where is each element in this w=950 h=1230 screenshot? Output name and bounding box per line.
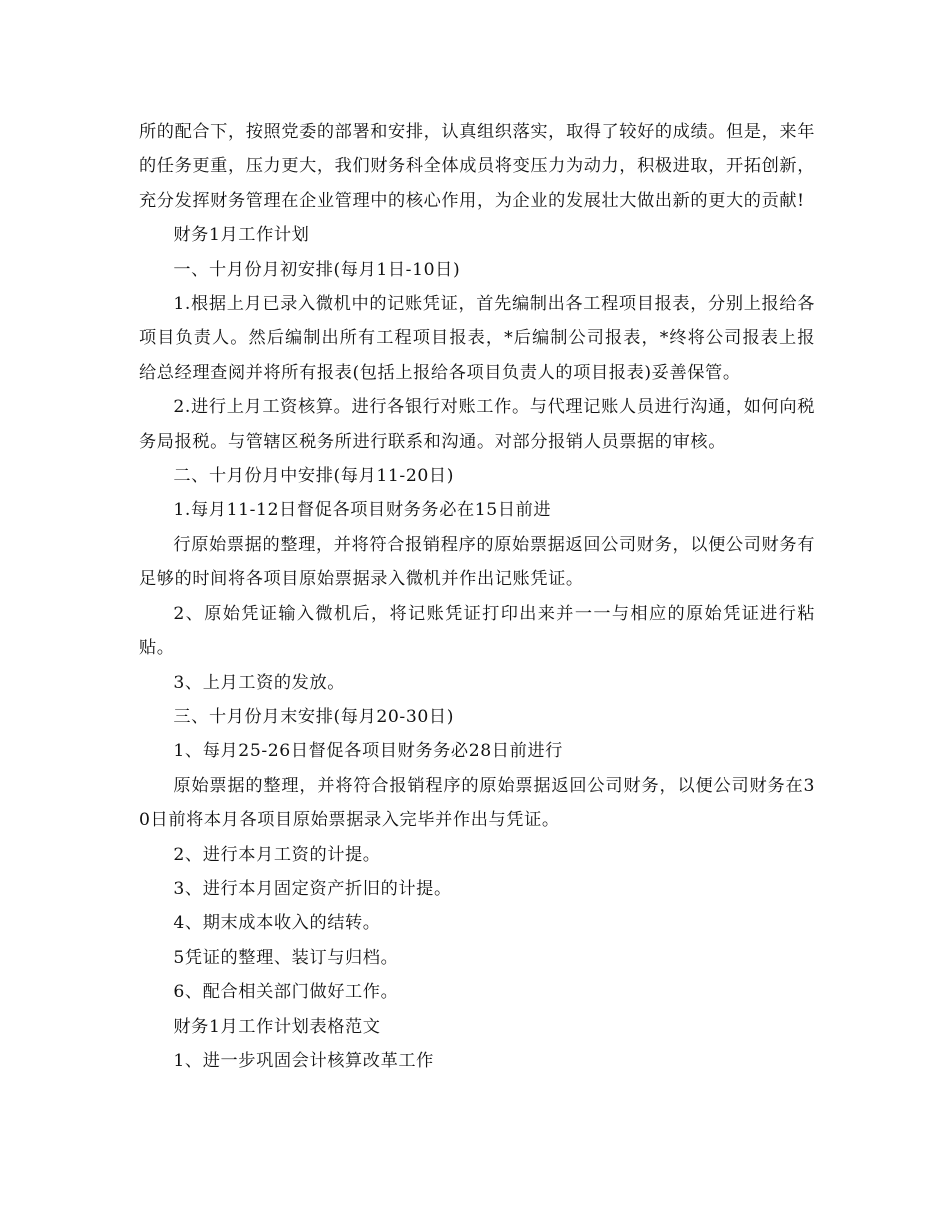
list-item: 2.进行上月工资核算。进行各银行对账工作。与代理记账人员进行沟通，如何向税务局报税。与管辖区税务所进行联系和沟通。对部分报销人员票据的审核。: [139, 397, 815, 452]
list-item: 6、配合相关部门做好工作。: [173, 982, 399, 1003]
section-heading: 财务1月工作计划: [173, 225, 310, 246]
list-item: 2、原始凭证输入微机后，将记账凭证打印出来并一一与相应的原始凭证进行粘贴。: [139, 603, 815, 659]
subsection-heading: 二、十月份月中安排(每月11-20日): [173, 466, 455, 487]
section-heading: 财务1月工作计划表格范文: [173, 1016, 381, 1037]
list-item: 1、进一步巩固会计核算改革工作: [173, 1050, 434, 1071]
list-item: 2、进行本月工资的计提。: [173, 844, 381, 865]
paragraph-continuation: 所的配合下，按照党委的部署和安排，认真组织落实，取得了较好的成绩。但是，来年的任务更重，压力更大，我们财务科全体成员将变压力为动力，积极进取，开拓创新，充分发挥财务管理在企业管理中的核心作用，为企业的发展壮大做出新的更大的贡献!: [139, 122, 815, 211]
subsection-heading: 三、十月份月末安排(每月20-30日): [173, 706, 455, 727]
list-item: 5凭证的整理、装订与归档。: [173, 947, 399, 968]
list-item: 1.每月11-12日督促各项目财务务必在15日前进: [173, 500, 552, 521]
list-item: 4、期末成本收入的结转。: [173, 913, 381, 934]
paragraph: 行原始票据的整理，并将符合报销程序的原始票据返回公司财务，以便公司财务有足够的时间将各项目原始票据录入微机并作出记账凭证。: [139, 534, 815, 590]
paragraph: 原始票据的整理，并将符合报销程序的原始票据返回公司财务，以便公司财务在30日前将本月各项目原始票据录入完毕并作出与凭证。: [139, 775, 815, 831]
document-body: [139, 115, 815, 1078]
list-item: 3、上月工资的发放。: [173, 672, 346, 693]
list-item: 3、进行本月固定资产折旧的计提。: [173, 878, 452, 899]
list-item: 1、每月25-26日督促各项目财务务必28日前进行: [173, 741, 563, 762]
list-item: 1.根据上月已录入微机中的记账凭证，首先编制出各工程项目报表，分别上报给各项目负责人。然后编制出所有工程项目报表，*后编制公司报表，*终将公司报表上报给总经理查阅并将所有报表(包括上报给各项目负责人的项目报表)妥善保管。: [139, 294, 815, 383]
subsection-heading: 一、十月份月初安排(每月1日-10日): [173, 259, 461, 280]
